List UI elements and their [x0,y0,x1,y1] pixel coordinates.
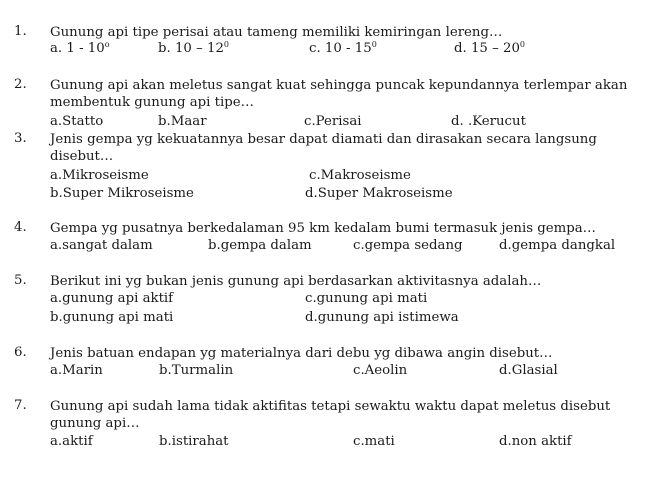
option-b: b.Super Mikroseisme [50,186,194,201]
option-d: d.Glasial [499,363,558,378]
option-d: d.gempa dangkal [499,238,616,253]
option-b: b.Maar [158,114,207,129]
option-d: d.non aktif [499,434,572,449]
option-a: a.gunung api aktif [50,291,174,306]
option-c: c.gempa sedang [353,238,463,253]
option-a: a.Mikroseisme [50,168,149,183]
question-number: 6. [14,345,27,360]
question-number: 7. [14,398,27,413]
option-c: c.mati [353,434,395,449]
option-b: b.Turmalin [159,363,234,378]
option-c: c.Aeolin [353,363,408,378]
option-b: b.istirahat [159,434,229,449]
option-c: c. $10 - 15^0$ [309,40,377,56]
option-a: a. 1 - 10$^o$ [50,40,110,56]
option-c: c.gunung api mati [305,291,428,306]
option-a: a.Marin [50,363,103,378]
option-a: a.Statto [50,114,104,129]
option-d: d. .Kerucut [451,114,526,129]
question-number: 4. [14,220,27,235]
option-b: b. $10 - 12^0$ [158,40,230,56]
option-c: c.Makroseisme [309,168,411,183]
question-stem: Jenis batuan endapan yg materialnya dari debu yg dibawa angin disebut… [50,346,553,361]
question-stem: Gempa yg pusatnya berkedalaman 95 km kedalam bumi termasuk jenis gempa… [50,221,596,236]
question-stem: Berikut ini yg bukan jenis gunung api berdasarkan aktivitasnya adalah… [50,274,542,289]
question-stem: Jenis gempa yg kekuatannya besar dapat diamati dan dirasakan secara langsung disebut… [50,132,597,164]
option-a: a.sangat dalam [50,238,153,253]
option-a: a.aktif [50,434,93,449]
question-number: 5. [14,273,27,288]
question-number: 3. [14,131,27,146]
question-stem: Gunung api akan meletus sangat kuat sehingga puncak kepundannya terlempar akan membentuk gunung api tipe… [50,78,628,110]
option-d: d.Super Makroseisme [305,186,453,201]
question-stem: Gunung api sudah lama tidak aktifitas tetapi sewaktu waktu dapat meletus disebut gunung api… [50,399,611,431]
option-b: b.gempa dalam [208,238,312,253]
option-d: d. $15 - 20^0$ [454,40,526,56]
option-c: c.Perisai [304,114,362,129]
question-number: 2. [14,77,27,92]
question-stem: Gunung api tipe perisai atau tameng memiliki kemiringan lereng… [50,25,503,40]
question-number: 1. [14,24,27,39]
option-b: b.gunung api mati [50,310,174,325]
option-d: d.gunung api istimewa [305,310,459,325]
